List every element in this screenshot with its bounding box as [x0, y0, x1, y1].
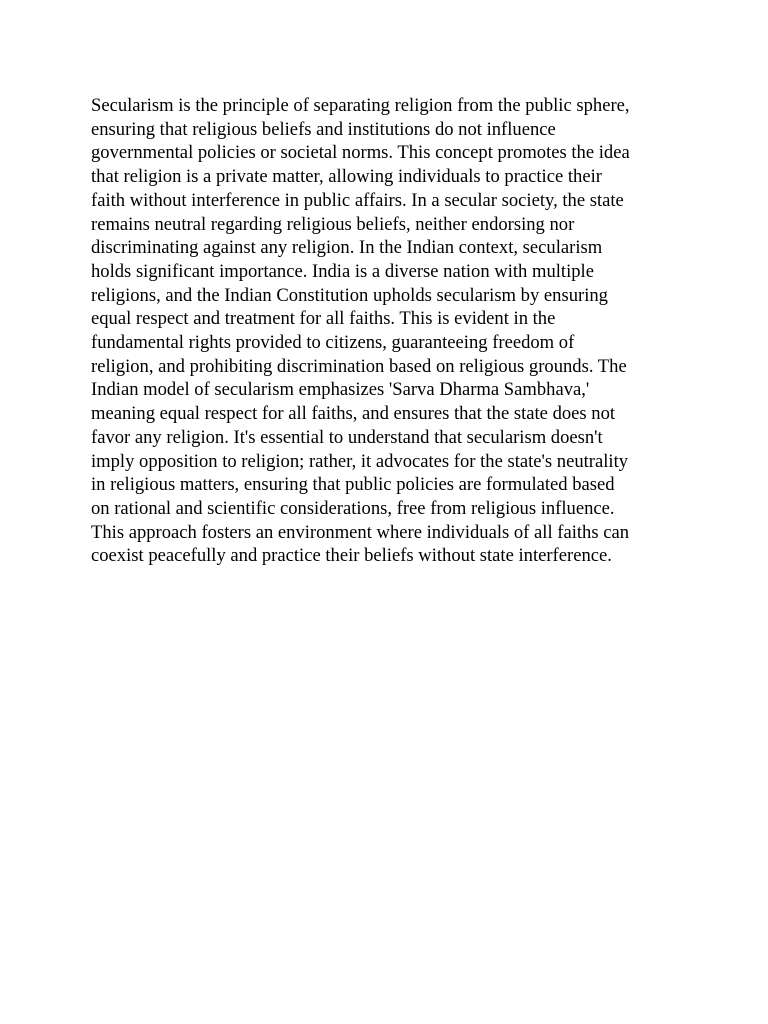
body-paragraph [91, 94, 691, 568]
paragraph-line: meaning equal respect for all faiths, and ensures that the state does not [91, 403, 616, 425]
paragraph-line: that religion is a private matter, allowing individuals to practice their [91, 166, 602, 188]
paragraph-line: religion, and prohibiting discrimination based on religious grounds. The [91, 355, 627, 377]
paragraph-line: imply opposition to religion; rather, it advocates for the state's neutrality [91, 450, 629, 472]
paragraph-line: governmental policies or societal norms. This concept promotes the idea [91, 142, 630, 164]
paragraph-line: Indian model of secularism emphasizes 'Sarva Dharma Sambhava,' [91, 379, 590, 401]
paragraph-line: in religious matters, ensuring that public policies are formulated based [91, 474, 615, 496]
paragraph-line: fundamental rights provided to citizens, guaranteeing freedom of [91, 332, 575, 354]
paragraph-line: ensuring that religious beliefs and institutions do not influence [91, 118, 556, 140]
paragraph-line: remains neutral regarding religious beliefs, neither endorsing nor [91, 213, 575, 235]
paragraph-line: This approach fosters an environment where individuals of all faiths can [91, 521, 630, 543]
paragraph-line: discriminating against any religion. In the Indian context, secularism [91, 237, 603, 259]
paragraph-line: favor any religion. It's essential to understand that secularism doesn't [91, 426, 603, 448]
paragraph-line: equal respect and treatment for all faiths. This is evident in the [91, 308, 556, 330]
paragraph-line: holds significant importance. India is a diverse nation with multiple [91, 260, 594, 282]
paragraph-line: coexist peacefully and practice their beliefs without state interference. [91, 545, 612, 567]
paragraph-line: faith without interference in public affairs. In a secular society, the state [91, 189, 624, 211]
paragraph-line: on rational and scientific considerations, free from religious influence. [91, 497, 615, 519]
paragraph-line: religions, and the Indian Constitution upholds secularism by ensuring [91, 284, 608, 306]
paragraph-line: Secularism is the principle of separating religion from the public sphere, [91, 95, 630, 116]
